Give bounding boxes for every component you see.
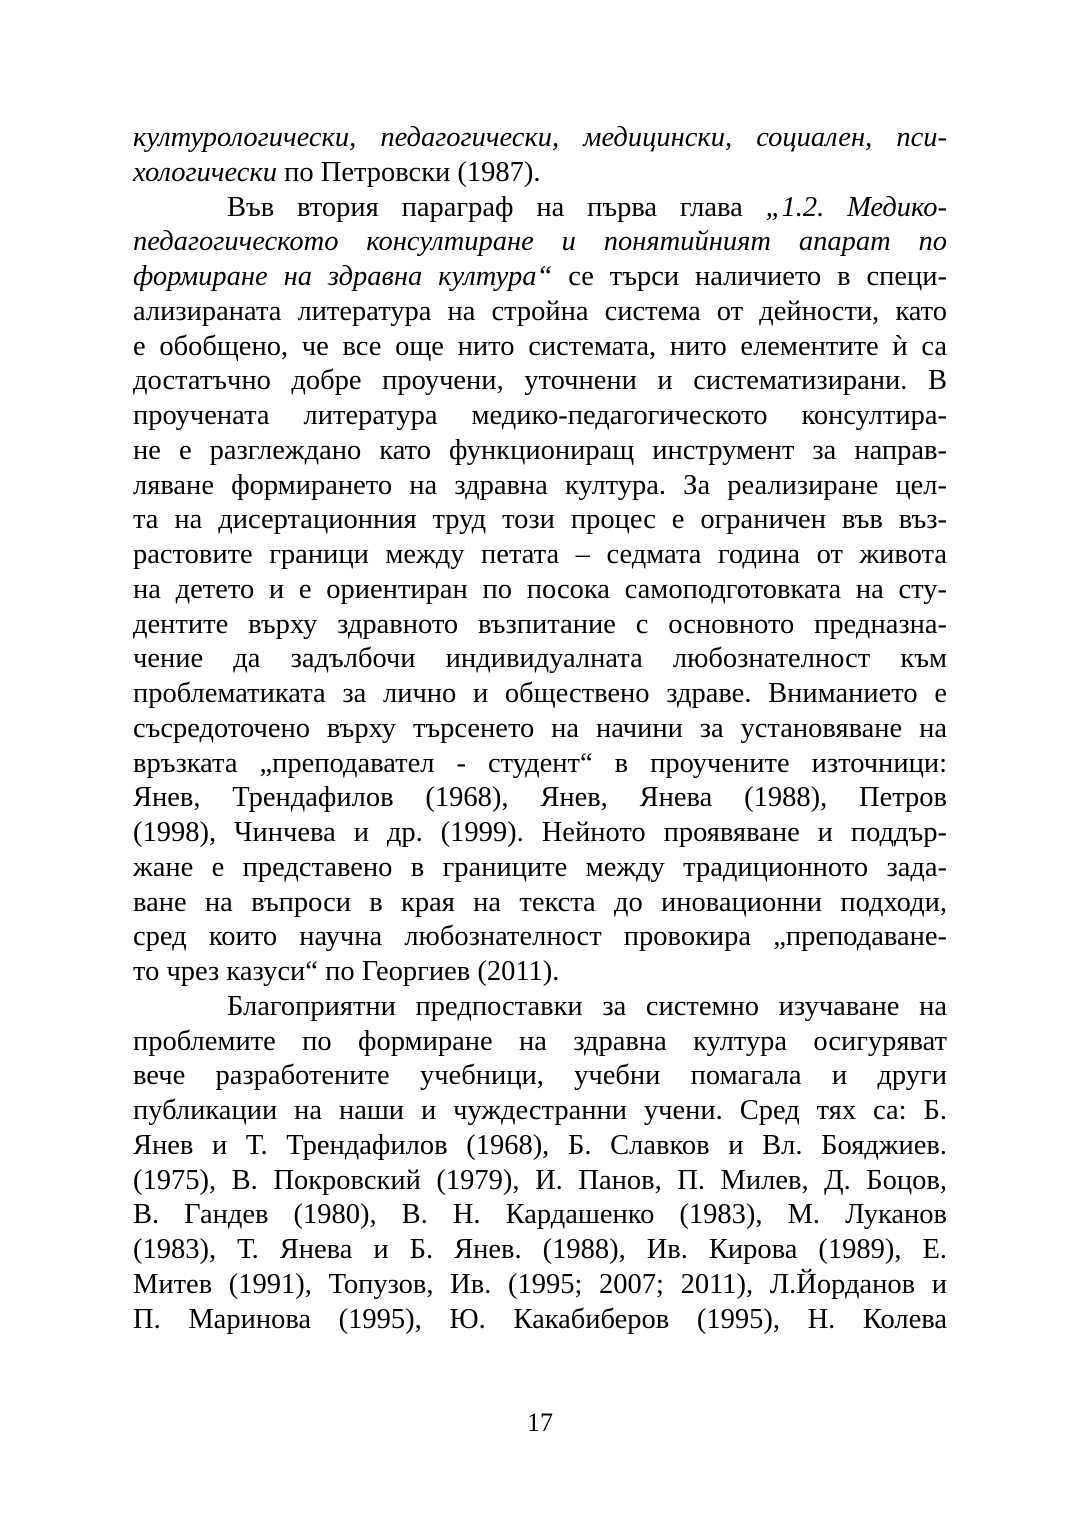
body-text [133, 121, 947, 1337]
text-line: сред които научна любознателност провокира „преподаване- [133, 921, 947, 953]
text-line: на детето и е ориентиран по посока самоподготовката на сту- [133, 573, 947, 605]
text-line [133, 121, 947, 156]
italic-run: формиране на здравна култура“ [133, 261, 553, 292]
text-line: връзката „преподавател - студент“ в проучените източници: [133, 747, 947, 779]
text-line: то чрез казуси“ по Георгиев (2011). [133, 956, 560, 987]
text-line: ване на въпроси в края на текста до иновационни подходи, [133, 886, 947, 918]
text-line: Янев и Т. Трендафилов (1968), Б. Славков и Вл. Бояджиев. [133, 1129, 947, 1161]
paragraph-2 [133, 191, 947, 990]
text-line: ализираната литература на стройна система от дейности, като [133, 295, 947, 327]
paragraph-1 [133, 121, 947, 191]
text-line: чение да задълбочи индивидуалната любознателност към [133, 643, 947, 675]
text-run: се търси наличието в специ- [552, 261, 947, 292]
text-run: по Петровски (1987). [276, 156, 541, 188]
paragraph-3 [133, 990, 947, 1338]
text-line: проучената литература медико-педагогическото консултира- [133, 400, 947, 431]
text-run: Във втория параграф на първа глава [227, 191, 766, 223]
text-line: съсредоточено върху търсенето на начини за установяване на [133, 712, 947, 744]
text-line: не е разглеждано като функциониращ инструмент за направ- [133, 434, 947, 466]
text-line [133, 156, 947, 191]
text-line: дентите върху здравното възпитание с основното предназна- [133, 608, 947, 640]
text-line: проблемите по формиране на здравна култура осигуряват [133, 1025, 947, 1057]
text-line: ляване формирането на здравна култура. За реализиране цел- [133, 469, 947, 501]
text-line: (1983), Т. Янева и Б. Янев. (1988), Ив. Кирова (1989), Е. [133, 1234, 947, 1265]
italic-run: културологически, педагогически, медицински, социален, пси- [133, 122, 947, 153]
text-line: е обобщено, че все още нито системата, нито елементите ѝ са [133, 330, 947, 362]
text-line: П. Маринова (1995), Ю. Какабиберов (1995), Н. Колева [133, 1303, 947, 1335]
text-line: достатъчно добре проучени, уточнени и систематизирани. В [133, 365, 947, 397]
italic-run: хологически [133, 156, 277, 188]
text-line: Янев, Трендафилов (1968), Янев, Янева (1988), Петров [133, 782, 947, 814]
text-line: (1975), В. Покровский (1979), И. Панов, П. Милев, Д. Боцов, [133, 1164, 947, 1196]
italic-run: „1.2. Медико- [765, 191, 947, 223]
text-line: (1998), Чинчева и др. (1999). Нейното проявяване и поддър- [133, 817, 947, 848]
italic-run: педагогическото консултиране и понятийният апарат по [133, 226, 947, 258]
text-line: та на дисертационния труд този процес е ограничен във въз- [133, 504, 947, 536]
text-line: Благоприятни предпоставки за системно изучаване на [227, 990, 947, 1022]
text-line: проблематиката за лично и обществено здраве. Вниманието е [133, 678, 947, 709]
text-line [133, 260, 947, 295]
text-line: Митев (1991), Топузов, Ив. (1995; 2007; 2011), Л.Йорданов и [133, 1268, 947, 1300]
page-number: 17 [527, 1408, 553, 1437]
text-line: В. Гандев (1980), В. Н. Кардашенко (1983), М. Луканов [133, 1199, 947, 1231]
text-line: вече разработените учебници, учебни помагала и други [133, 1060, 947, 1092]
text-line [133, 191, 947, 226]
text-line: жане е представено в границите между традиционното зада- [133, 851, 947, 883]
text-line: публикации на наши и чуждестранни учени. Сред тях са: Б. [133, 1095, 947, 1126]
text-line [133, 225, 947, 260]
text-line: растовите граници между петата – седмата година от живота [133, 539, 947, 570]
